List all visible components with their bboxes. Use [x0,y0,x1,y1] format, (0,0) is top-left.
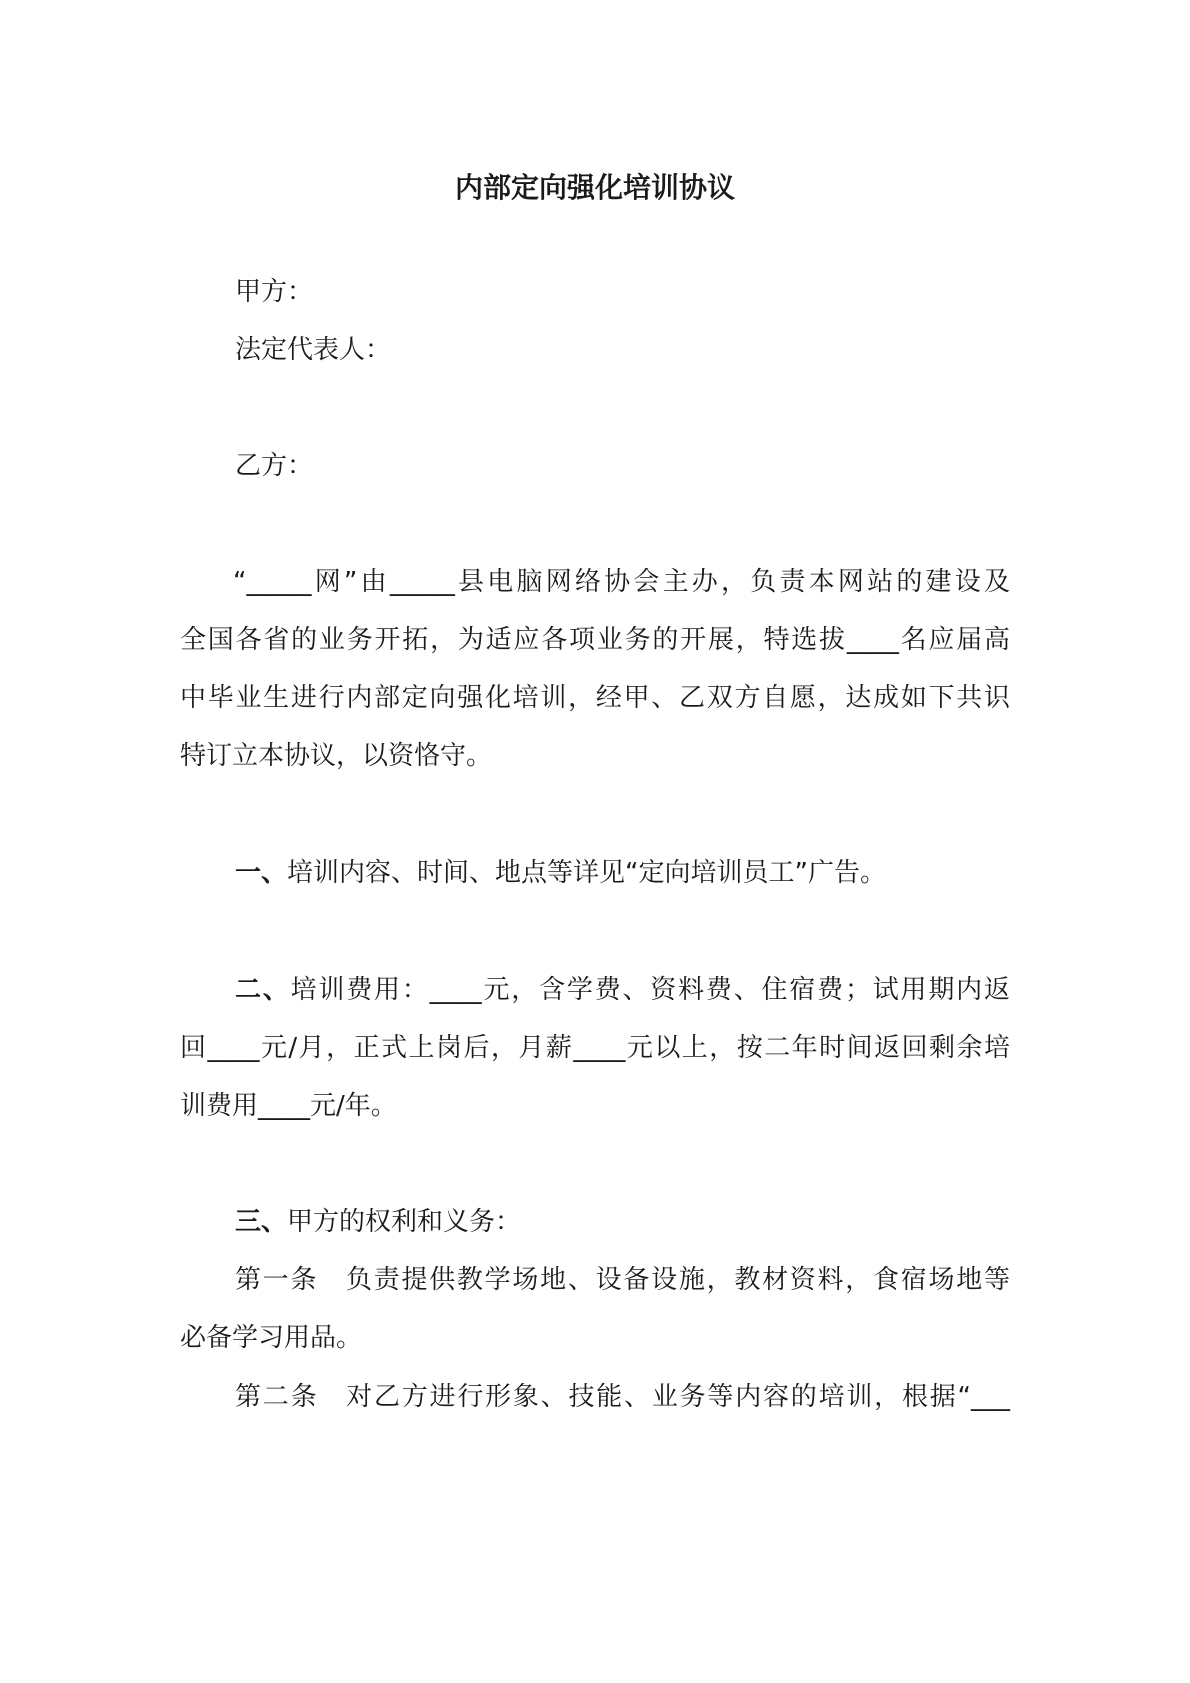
party-a-label: 甲方： [235,277,314,307]
section-3-heading [235,1202,521,1242]
section-1 [235,853,886,893]
section-1-label: 一、 [235,858,288,888]
intro-line-3: 中毕业生进行内部定向强化培训，经甲、乙双方自愿，达成如下共识 [180,683,1010,713]
section-3-label: 三、 [235,1207,288,1237]
section-2-label: 二、 [235,975,291,1005]
document-title: 内部定向强化培训协议 [454,171,735,204]
intro-line-4: 特订立本协议，以资恪守。 [180,741,493,771]
section-3-text: 甲方的权利和义务： [287,1207,522,1237]
section-2-line-2: 回____元/月，正式上岗后，月薪____元以上，按二年时间返回剩余培 [180,1033,1010,1063]
section-2-line-1: 二、培训费用：____元，含学费、资料费、住宿费；试用期内返 [235,975,1010,1005]
intro-line-1: “_____网”由_____县电脑网络协会主办，负责本网站的建设及 [233,567,1010,597]
article-1-line-2: 必备学习用品。 [180,1323,363,1353]
party-b-label: 乙方： [235,451,314,481]
legal-representative-label: 法定代表人： [235,335,392,365]
article-2-line-1: 第二条 对乙方进行形象、技能、业务等内容的培训，根据“___ [235,1382,1010,1412]
intro-line-2: 全国各省的业务开拓，为适应各项业务的开展，特选拔____名应届高 [180,625,1010,655]
article-1-line-1: 第一条 负责提供教学场地、设备设施，教材资料，食宿场地等 [235,1265,1010,1295]
section-1-text: 培训内容、时间、地点等详见“定向培训员工”广告。 [287,858,886,888]
section-2-line-3: 训费用____元/年。 [180,1091,397,1121]
